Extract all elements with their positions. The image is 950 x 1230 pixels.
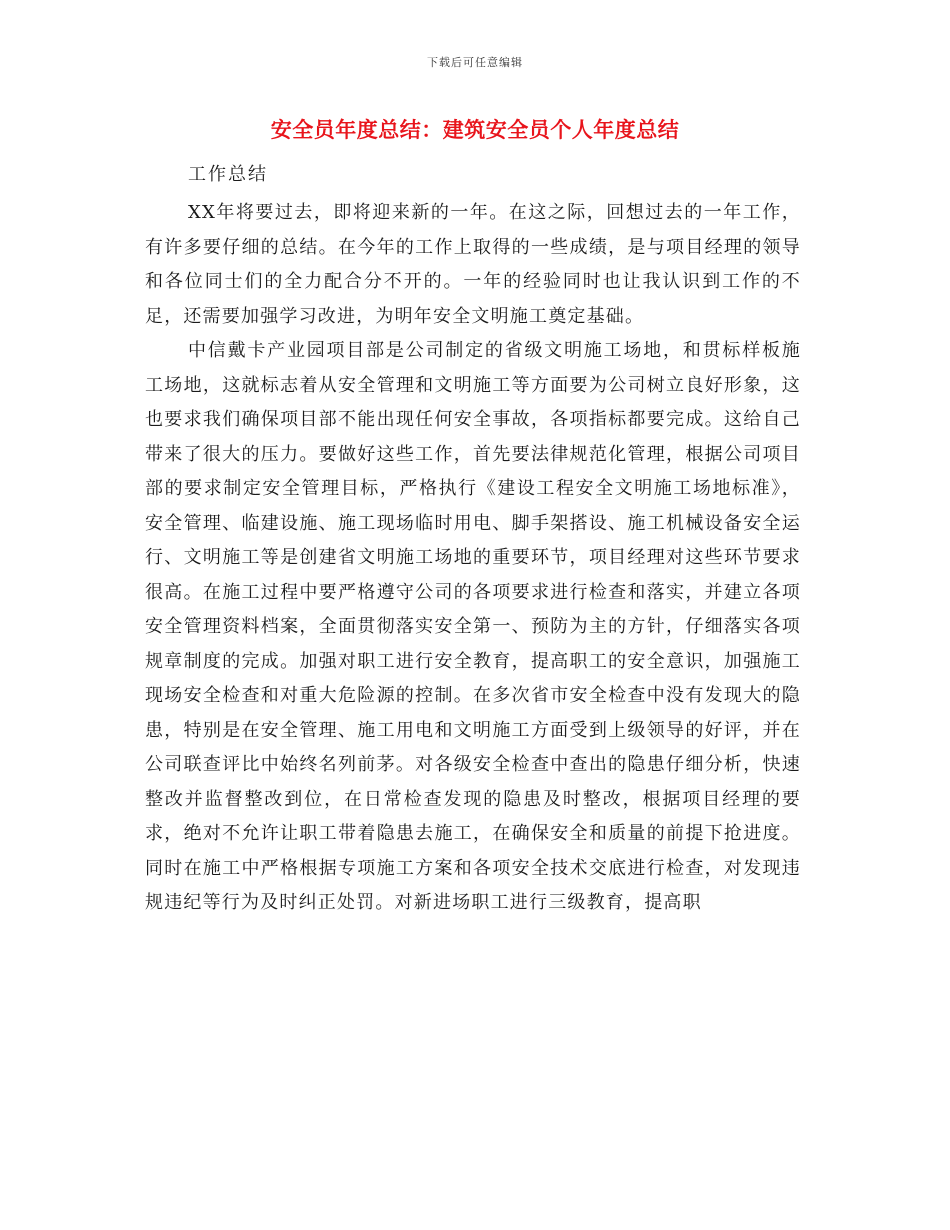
body-text <box>145 196 801 921</box>
paragraph-1: XX年将要过去，即将迎来新的一年。在这之际，回想过去的一年工作，有许多要仔细的总结。在今年的工作上取得的一些成绩，是与项目经理的领导和各位同士们的全力配合分不开的。一年的经验同时也让我认识到工作的不足，还需要加强学习改进，为明年安全文明施工奠定基础。 <box>145 202 801 327</box>
paragraph-2: 中信戴卡产业园项目部是公司制定的省级文明施工场地，和贯标样板施工场地，这就标志着从安全管理和文明施工等方面要为公司树立良好形象，这也要求我们确保项目部不能出现任何安全事故，各项指标都要完成。这给自己带来了很大的压力。要做好这些工作，首先要法律规范化管理，根据公司项目部的要求制定安全管理目标，严格执行《建设工程安全文明施工场地标准》，安全管理、临建设施、施工现场临时用电、脚手架搭设、施工机械设备安全运行、文明施工等是创建省文明施工场地的重要环节，项目经理对这些环节要求很高。在施工过程中要严格遵守公司的各项要求进行检查和落实，并建立各项安全管理资料档案，全面贯彻落实安全第一、预防为主的方针，仔细落实各项规章制度的完成。加强对职工进行安全教育，提高职工的安全意识，加强施工现场安全检查和对重大危险源的控制。在多次省市安全检查中没有发现大的隐患，特别是在安全管理、施工用电和文明施工方面受到上级领导的好评，并在公司联查评比中始终名列前茅。对各级安全检查中查出的隐患仔细分析，快速整改并监督整改到位，在日常检查发现的隐患及时整改，根据项目经理的要求，绝对不允许让职工带着隐患去施工，在确保安全和质量的前提下抢进度。同时在施工中严格根据专项施工方案和各项安全技术交底进行检查，对发现违规违纪等行为及时纠正处罚。对新进场职工进行三级教育，提高职 <box>145 340 801 913</box>
document-title: 安全员年度总结：建筑安全员个人年度总结 <box>270 118 680 142</box>
header-note: 下载后可任意编辑 <box>427 56 523 69</box>
section-label: 工作总结 <box>188 164 268 185</box>
